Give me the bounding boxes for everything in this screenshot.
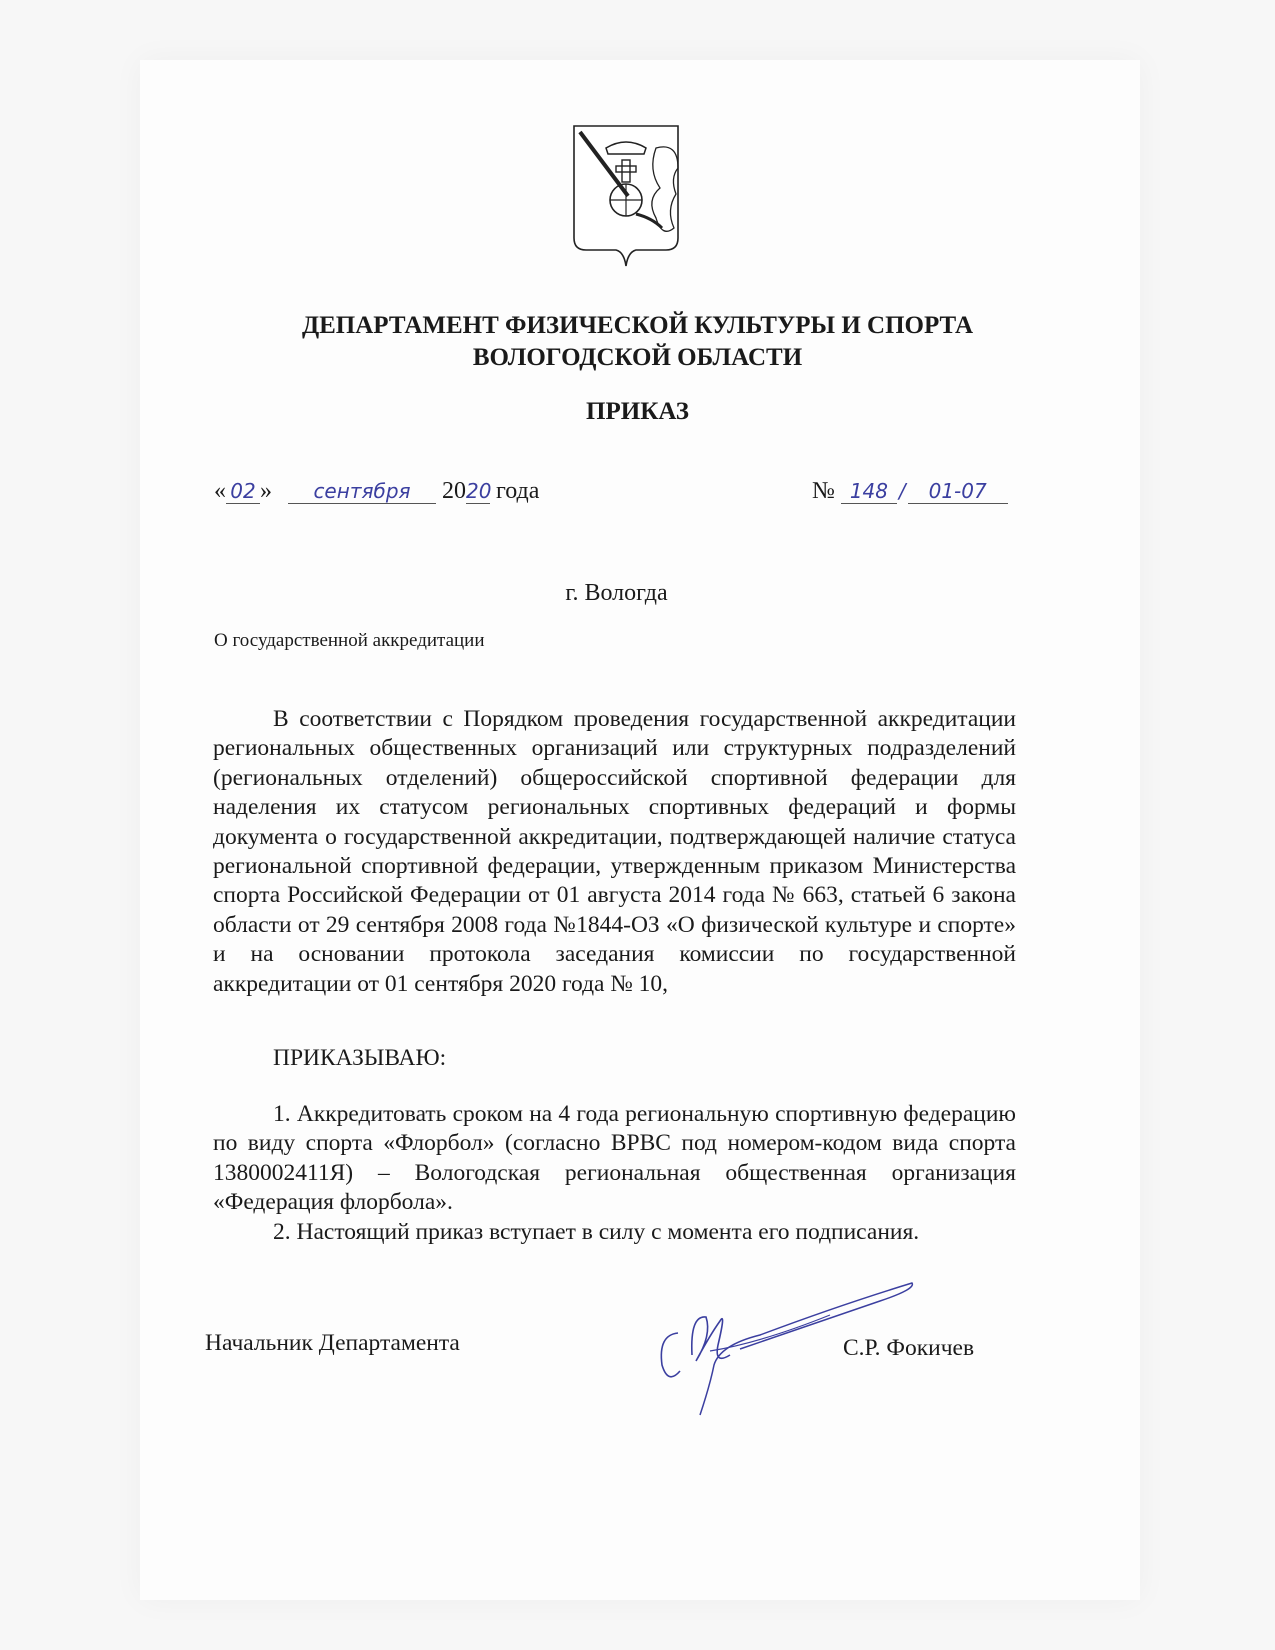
order-item-1: 1. Аккредитовать сроком на 4 года региональную спортивную федерацию по виду спорта «Флорбол» (согласно ВРВС под номером-кодом вида спорта 1380002411Я) – Вологодская региональная общественная организация «Федерация флорбола». bbox=[213, 1101, 1016, 1216]
year-word: года bbox=[496, 478, 540, 504]
coat-of-arms-icon bbox=[566, 118, 686, 278]
order-number-field bbox=[812, 478, 1008, 505]
order-item-2: 2. Настоящий приказ вступает в силу с момента его подписания. bbox=[273, 1218, 920, 1245]
quote-close: » bbox=[260, 478, 272, 504]
signer-position: Начальник Департамента bbox=[205, 1330, 460, 1356]
signer-name: С.Р. Фокичев bbox=[843, 1335, 975, 1361]
order-word: ПРИКАЗЫВАЮ: bbox=[273, 1045, 447, 1071]
year-prefix: 20 bbox=[442, 478, 466, 504]
department-name bbox=[0, 310, 1275, 374]
department-line-1: ДЕПАРТАМЕНТ ФИЗИЧЕСКОЙ КУЛЬТУРЫ И СПОРТА bbox=[301, 312, 974, 339]
order-number: 148 bbox=[841, 479, 897, 504]
preamble-text: В соответствии с Порядком проведения государственной аккредитации региональных общественных организаций или структурных подразделений (региональных отделений) общероссийской спортивной федерации для наделения их статусом региональных спортивных федераций и формы документа о государственной аккредитации, подтверждающей наличие статуса региональной спортивной федерации, утвержденным приказом Министерства спорта Российской Федерации от 01 августа 2014 года № 663, статьей 6 закона области от 29 сентября 2008 года №1844-ОЗ «О физической культуре и спорте» и на основании протокола заседания комиссии по государственной аккредитации от 01 сентября 2020 года № 10, bbox=[213, 706, 1016, 997]
city: г. Вологда bbox=[565, 580, 668, 606]
department-line-2: ВОЛОГОДСКОЙ ОБЛАСТИ bbox=[472, 344, 803, 371]
number-separator: / bbox=[898, 479, 906, 503]
date-day: 02 bbox=[226, 479, 260, 504]
order-items bbox=[213, 1100, 1016, 1247]
date-field bbox=[214, 478, 539, 505]
order-number-suffix: 01-07 bbox=[908, 479, 1008, 504]
subject-line: О государственной аккредитации bbox=[214, 630, 485, 651]
quote-open: « bbox=[214, 478, 226, 504]
preamble bbox=[213, 705, 1016, 999]
year-suffix: 20 bbox=[466, 479, 492, 503]
document-type: ПРИКАЗ bbox=[586, 398, 689, 425]
handwritten-signature-icon bbox=[640, 1275, 920, 1425]
number-sign: № bbox=[812, 478, 835, 504]
date-month: сентября bbox=[288, 479, 436, 504]
